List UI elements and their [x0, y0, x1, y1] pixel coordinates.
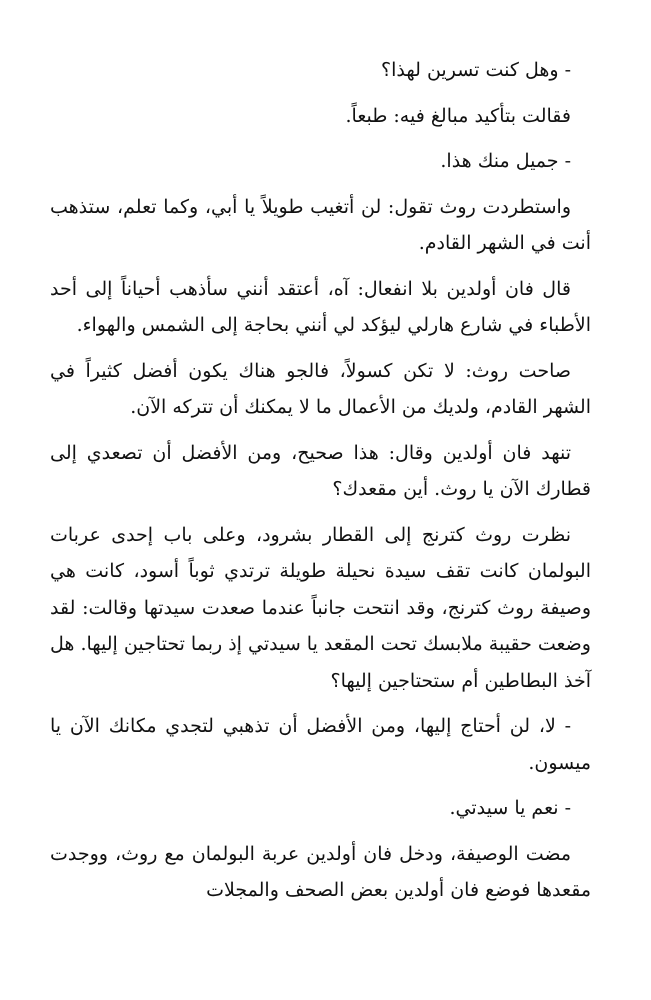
- paragraph-5: قال فان أولدين بلا انفعال: آه، أعتقد أنني سأذهب أحياناً إلى أحد الأطباء في شارع هارلي ليؤكد لي أنني بحاجة إلى الشمس والهواء.: [50, 277, 591, 336]
- paragraph-4: واستطردت روث تقول: لن أتغيب طويلاً يا أبي، وكما تعلم، ستذهب أنت في الشهر القادم.: [50, 195, 591, 254]
- paragraph-7: تنهد فان أولدين وقال: هذا صحيح، ومن الأفضل أن تصعدي إلى قطارك الآن يا روث. أين مقعدك؟: [50, 441, 591, 500]
- paragraph-1: - وهل كنت تسرين لهذا؟: [381, 59, 571, 81]
- paragraph-2: فقالت بتأكيد مبالغ فيه: طبعاً.: [345, 104, 571, 127]
- paragraph-9: - لا، لن أحتاج إليها، ومن الأفضل أن تذهبي لتجدي مكانك الآن يا ميسون.: [50, 715, 591, 774]
- paragraph-3: - جميل منك هذا.: [440, 150, 571, 172]
- paragraph-10: - نعم يا سيدتي.: [449, 797, 571, 819]
- paragraph-8: نظرت روث كترنج إلى القطار بشرود، وعلى باب إحدى عربات البولمان كانت تقف سيدة نحيلة طويلة ترتدي ثوباً أسود، كانت هي وصيفة روث كترنج، وقد انتحت جانباً عندما صعدت سيدتها وقالت: لقد وضعت حقيبة ملابسك تحت المقعد يا سيدتي إذ ربما تحتاجين إليها. هل آخذ البطاطين أم ستحتاجين إليها؟: [50, 523, 591, 692]
- body-text: [50, 52, 591, 909]
- paragraph-6: صاحت روث: لا تكن كسولاً، فالجو هناك يكون أفضل كثيراً في الشهر القادم، ولديك من الأعمال ما لا يمكنك أن تتركه الآن.: [50, 359, 591, 418]
- paragraph-11: مضت الوصيفة، ودخل فان أولدين عربة البولمان مع روث، ووجدت مقعدها فوضع فان أولدين بعض الصحف والمجلات: [50, 842, 591, 901]
